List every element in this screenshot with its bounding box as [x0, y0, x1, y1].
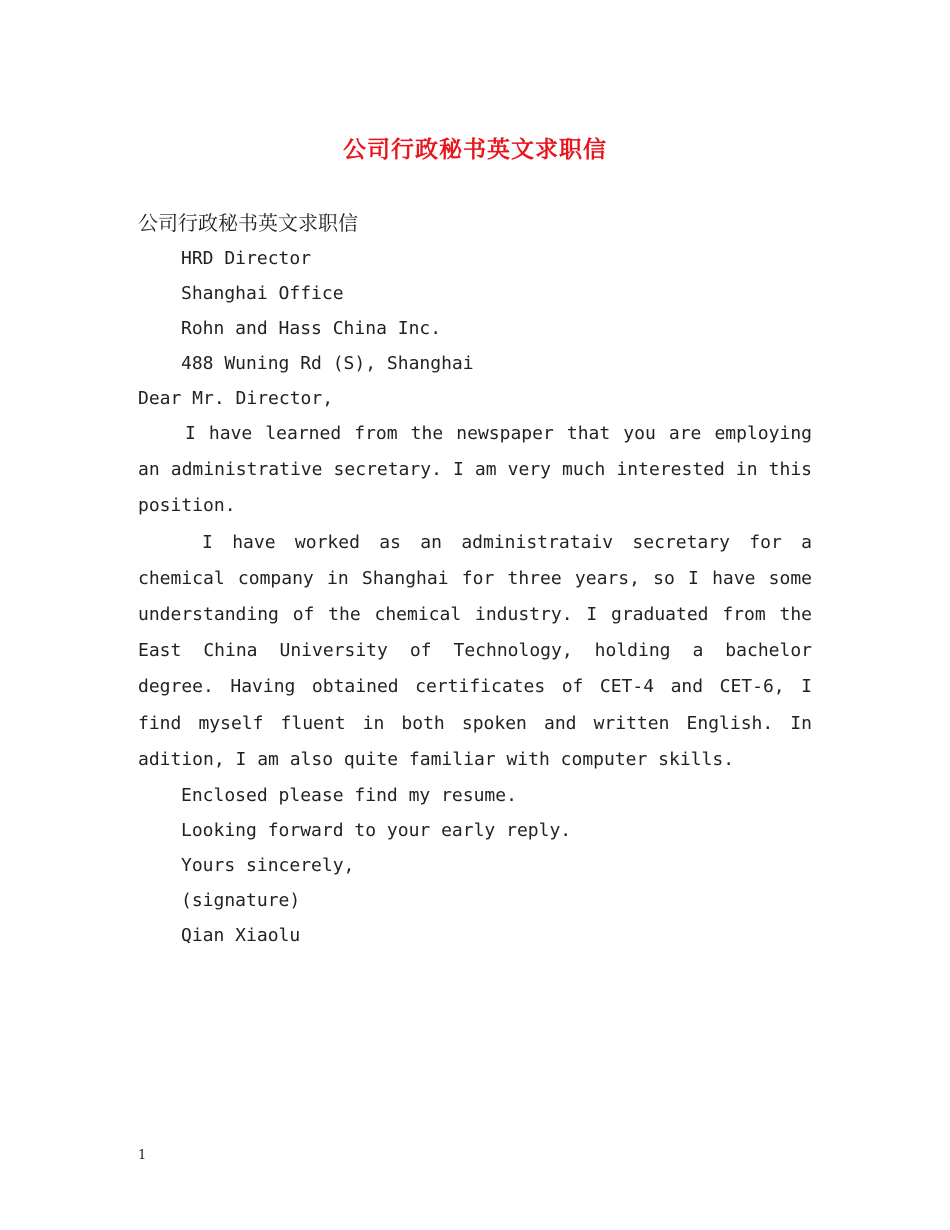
letter-body [138, 205, 812, 953]
looking-forward-line: Looking forward to your early reply. [181, 820, 572, 842]
page-number: 1 [138, 1148, 147, 1163]
signature-line: (signature) [181, 890, 301, 912]
letter-heading: 公司行政秘书英文求职信 [138, 211, 358, 235]
recipient-line-1: HRD Director [181, 248, 312, 269]
paragraph-1: I have learned from the newspaper that you are employing an administrative secretary. I am very much interested in this position. [138, 423, 812, 517]
document-title: 公司行政秘书英文求职信 [343, 136, 607, 163]
sender-name: Qian Xiaolu [181, 925, 301, 947]
recipient-line-3: Rohn and Hass China Inc. [181, 318, 442, 339]
paragraph-2: I have worked as an administrataiv secretary for a chemical company in Shanghai for three years, so I have some understanding of the chemical industry. I graduated from the East China University of Technology, holding a bachelor degree. Having obtained certificates of CET-4 and CET-6, I find myself fluent in both spoken and written English. In adition, I am also quite familiar with computer skills. [138, 531, 812, 770]
enclosed-line: Enclosed please find my resume. [181, 785, 517, 807]
recipient-line-2: Shanghai Office [181, 283, 344, 304]
salutation: Dear Mr. Director, [138, 388, 334, 409]
closing-line: Yours sincerely, [181, 855, 355, 877]
recipient-line-4: 488 Wuning Rd (S), Shanghai [181, 353, 474, 374]
